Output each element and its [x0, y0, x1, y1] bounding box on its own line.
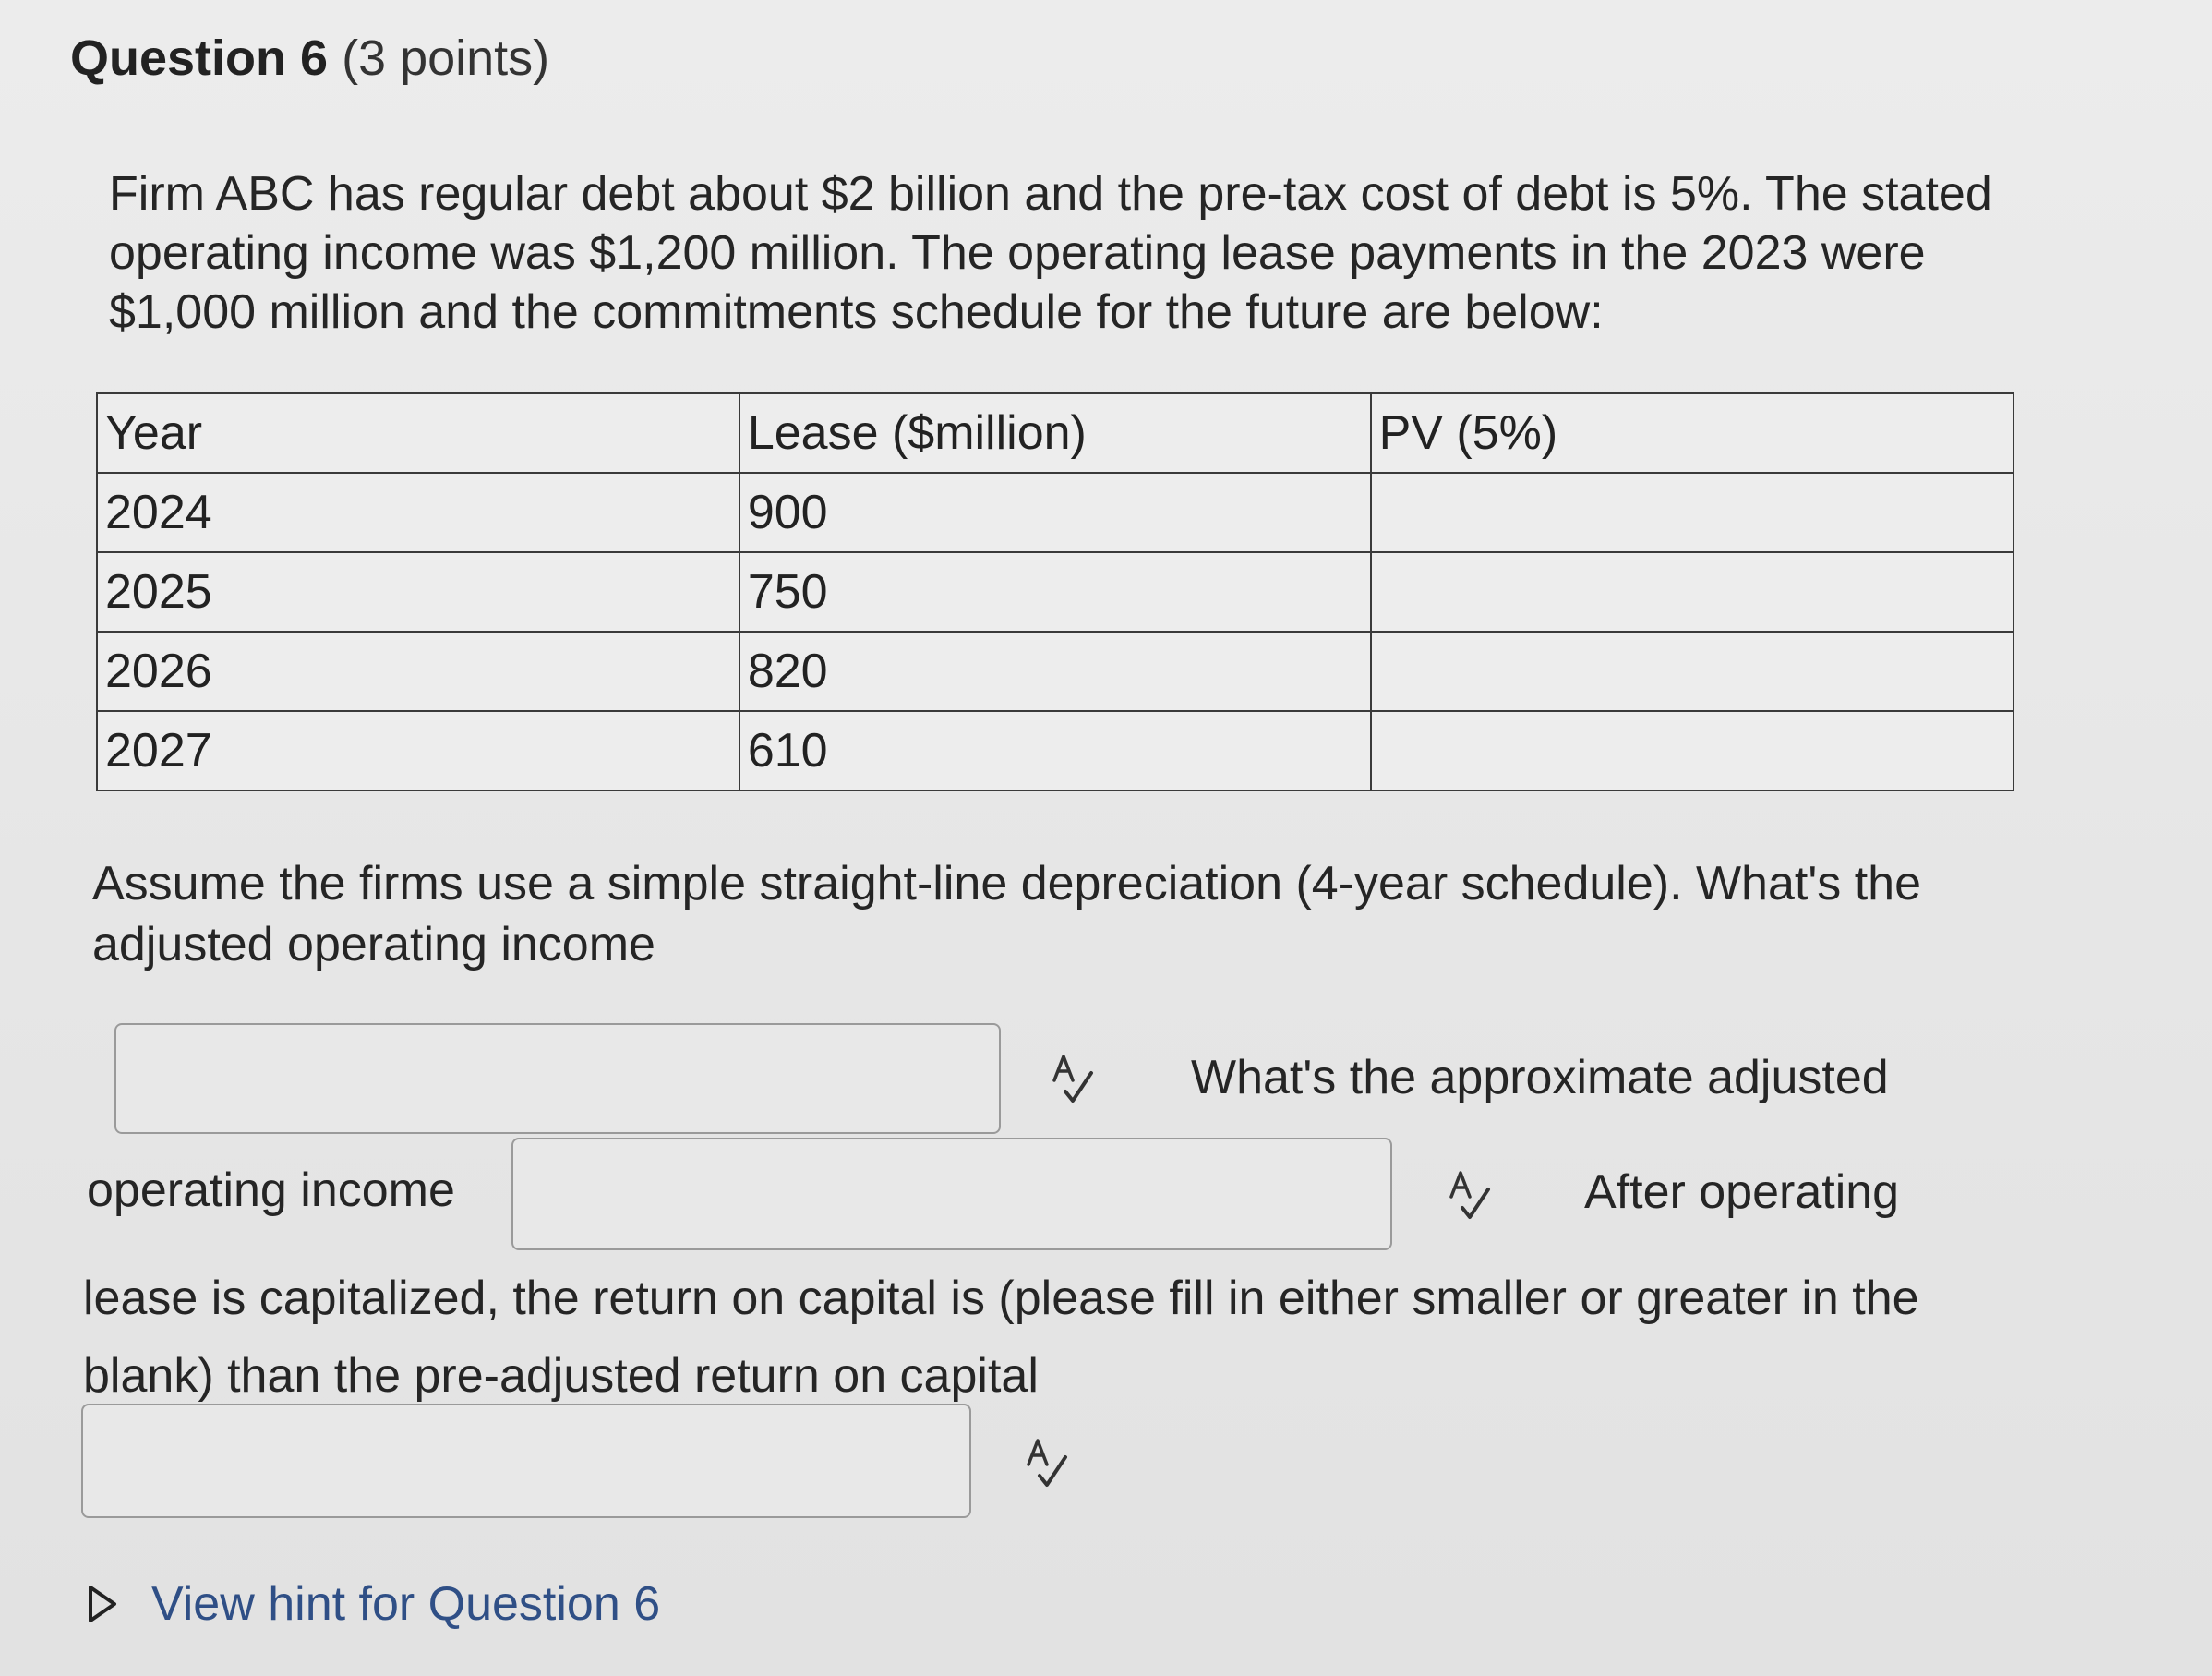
table-header-row	[97, 393, 2014, 473]
lease-commitments-table	[96, 392, 2014, 791]
header-year: Year	[97, 393, 739, 473]
table-cell-pv	[1371, 473, 2014, 552]
table-row	[97, 711, 2014, 790]
table-row	[97, 473, 2014, 552]
prompt-approx-adjusted: What's the approximate adjusted	[1191, 1051, 1889, 1104]
answer-input-2[interactable]	[511, 1138, 1392, 1250]
header-pv: PV (5%)	[1371, 393, 2014, 473]
table-cell-lease: 610	[739, 711, 1371, 790]
spellcheck-icon[interactable]	[1446, 1169, 1494, 1223]
table-cell-year: 2026	[97, 632, 739, 711]
spellcheck-icon[interactable]	[1049, 1053, 1097, 1106]
table-cell-year: 2025	[97, 552, 739, 632]
triangle-right-icon[interactable]	[87, 1584, 118, 1624]
answer-input-1[interactable]	[114, 1023, 1001, 1134]
question-points: (3 points)	[342, 30, 550, 86]
table-row	[97, 632, 2014, 711]
question-title	[70, 26, 549, 90]
answer-input-3[interactable]	[81, 1404, 971, 1518]
spellcheck-icon[interactable]	[1023, 1437, 1071, 1490]
table-cell-year: 2027	[97, 711, 739, 790]
table-cell-pv	[1371, 711, 2014, 790]
table-cell-year: 2024	[97, 473, 739, 552]
table-cell-pv	[1371, 632, 2014, 711]
table-cell-lease: 900	[739, 473, 1371, 552]
table-cell-lease: 820	[739, 632, 1371, 711]
hint-toggle[interactable]	[87, 1572, 660, 1636]
prompt-adjusted-income: Assume the firms use a simple straight-line depreciation (4-year schedule). What's the adjusted operating income	[92, 857, 1922, 971]
question-label: Question 6	[70, 30, 329, 86]
header-lease: Lease ($million)	[739, 393, 1371, 473]
table-cell-lease: 750	[739, 552, 1371, 632]
table-row	[97, 552, 2014, 632]
table-cell-pv	[1371, 552, 2014, 632]
view-hint-link[interactable]: View hint for Question 6	[151, 1577, 661, 1631]
prompt-return-on-capital: lease is capitalized, the return on capital is (please fill in either smaller or greater in the blank) than the pre-adjusted return on capital	[83, 1272, 1919, 1403]
prompt-after-operating: After operating	[1584, 1165, 1900, 1219]
question-intro: Firm ABC has regular debt about $2 billion and the pre-tax cost of debt is 5%. The stated operating income was $1,200 million. The operating lease payments in the 2023 were $1,000 million and the commitments schedule for the future are below:	[109, 167, 1992, 339]
prompt-operating-income: operating income	[87, 1164, 455, 1217]
